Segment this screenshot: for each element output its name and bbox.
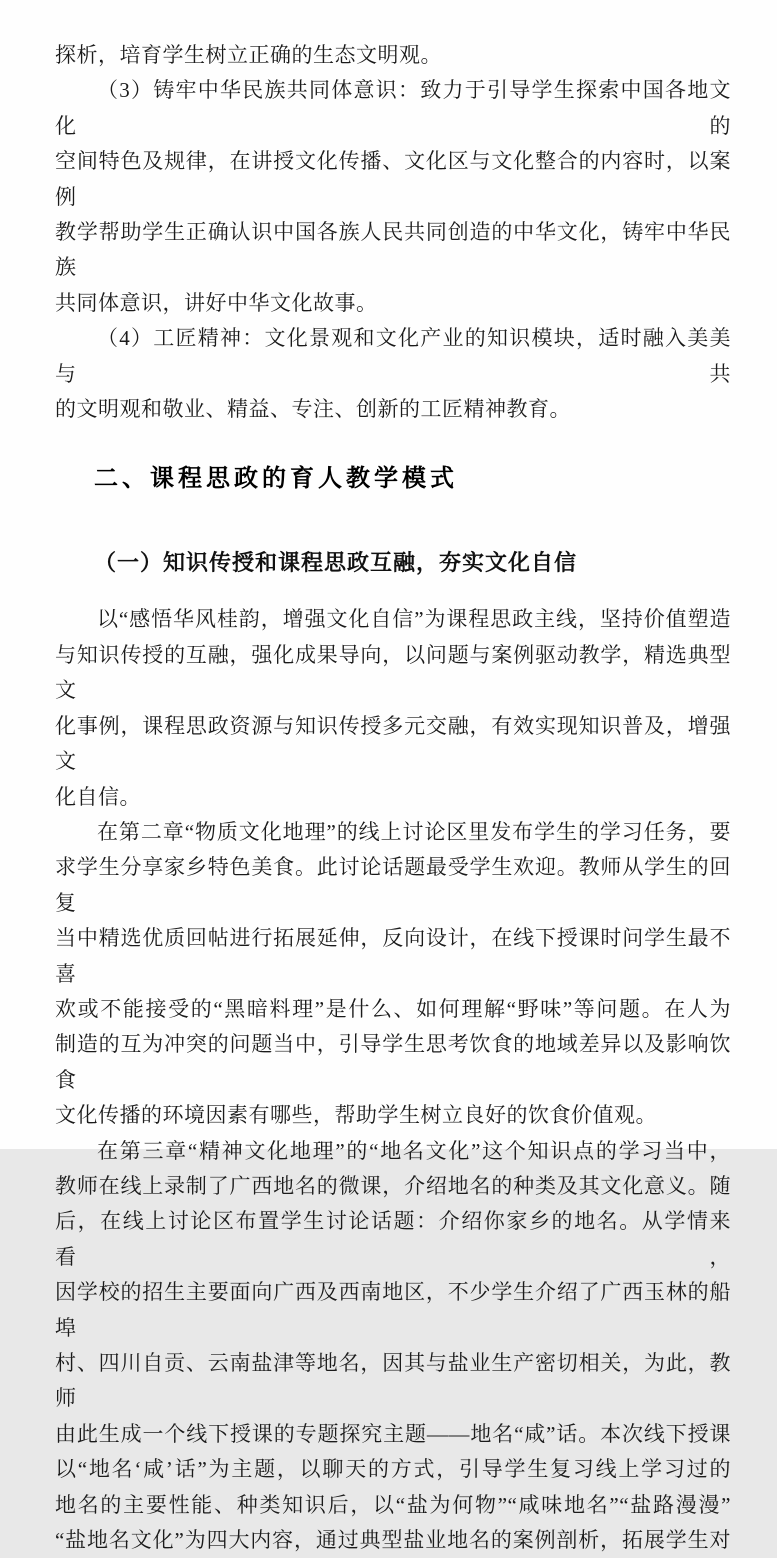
section-heading: 二、课程思政的育人教学模式 (94, 466, 458, 493)
text-line: 探析，培育学生树立正确的生态文明观。 (55, 43, 442, 67)
text-line: 地名的主要性能、种类知识后，以“盐为何物”“咸味地名”“盐路漫漫” (55, 1492, 731, 1517)
text-line: 当中精选优质回帖进行拓展延伸，反向设计，在线下授课时问学生最不喜 (55, 926, 731, 986)
text-line: 与知识传授的互融，强化成果导向，以问题与案例驱动教学，精选典型文 (55, 642, 731, 703)
text-line: 村、四川自贡、云南盐津等地名，因其与盐业生产密切相关，为此，教师 (55, 1351, 731, 1411)
text-line: 求学生分享家乡特色美食。此讨论话题最受学生欢迎。教师从学生的回复 (55, 855, 731, 915)
text-line: 以“感悟华风桂韵，增强文化自信”为课程思政主线，坚持价值塑造 (97, 607, 731, 632)
text-line: 化事例，课程思政资源与知识传授多元交融，有效实现知识普及，增强文 (55, 713, 731, 774)
text-line: “盐地名文化”为四大内容，通过典型盐业地名的案例剖析，拓展学生对 (55, 1528, 731, 1553)
para-ecology-conclusion (55, 38, 731, 73)
text-line: 由此生成一个线下授课的专题探究主题——地名“咸”话。本次线下授课 (55, 1421, 731, 1446)
subsection-heading: （一）知识传授和课程思政互融，夯实文化自信 (94, 550, 578, 576)
text-line: 的文明观和敬业、精益、专注、创新的工匠精神教育。 (55, 397, 571, 422)
text-line: 文化传播的环境因素有哪些，帮助学生树立良好的饮食价值观。 (55, 1103, 657, 1128)
para-chapter2-food-discussion (55, 815, 731, 1134)
para-ideology-mainline (55, 602, 731, 814)
text-line: 在第三章“精神文化地理”的“地名文化”这个知识点的学习当中， (97, 1138, 731, 1163)
para-point4-craftsmanship (55, 321, 731, 427)
text-line: 化自信。 (55, 784, 141, 809)
para-point3-national-community (55, 73, 731, 321)
text-line: 欢或不能接受的“黑暗料理”是什么、如何理解“野味”等问题。在人为 (55, 996, 731, 1021)
text-line: 以“地名‘咸’话”为主题，以聊天的方式，引导学生复习线上学习过的 (55, 1457, 731, 1482)
text-line: 因学校的招生主要面向广西及西南地区，不少学生介绍了广西玉林的船埠 (55, 1280, 731, 1340)
text-line: （3）铸牢中华民族共同体意识：致力于引导学生探索中国各地文化的 (55, 78, 731, 138)
text-line: 后，在线上讨论区布置学生讨论话题：介绍你家乡的地名。从学情来看， (55, 1209, 731, 1269)
text-line: 共同体意识，讲好中华文化故事。 (55, 290, 378, 315)
para-chapter3-placename-salt (55, 1134, 731, 1558)
text-line: 制造的互为冲突的问题当中，引导学生思考饮食的地域差异以及影响饮食 (55, 1032, 731, 1092)
text-line: 教学帮助学生正确认识中国各族人民共同创造的中华文化，铸牢中华民族 (55, 220, 731, 280)
text-line: （4）工匠精神：文化景观和文化产业的知识模块，适时融入美美与共 (55, 326, 731, 386)
text-line: 在第二章“物质文化地理”的线上讨论区里发布学生的学习任务，要 (97, 819, 731, 844)
text-line: 教师在线上录制了广西地名的微课，介绍地名的种类及其文化意义。随 (55, 1173, 731, 1198)
text-line: 空间特色及规律，在讲授文化传播、文化区与文化整合的内容时，以案例 (55, 149, 731, 209)
